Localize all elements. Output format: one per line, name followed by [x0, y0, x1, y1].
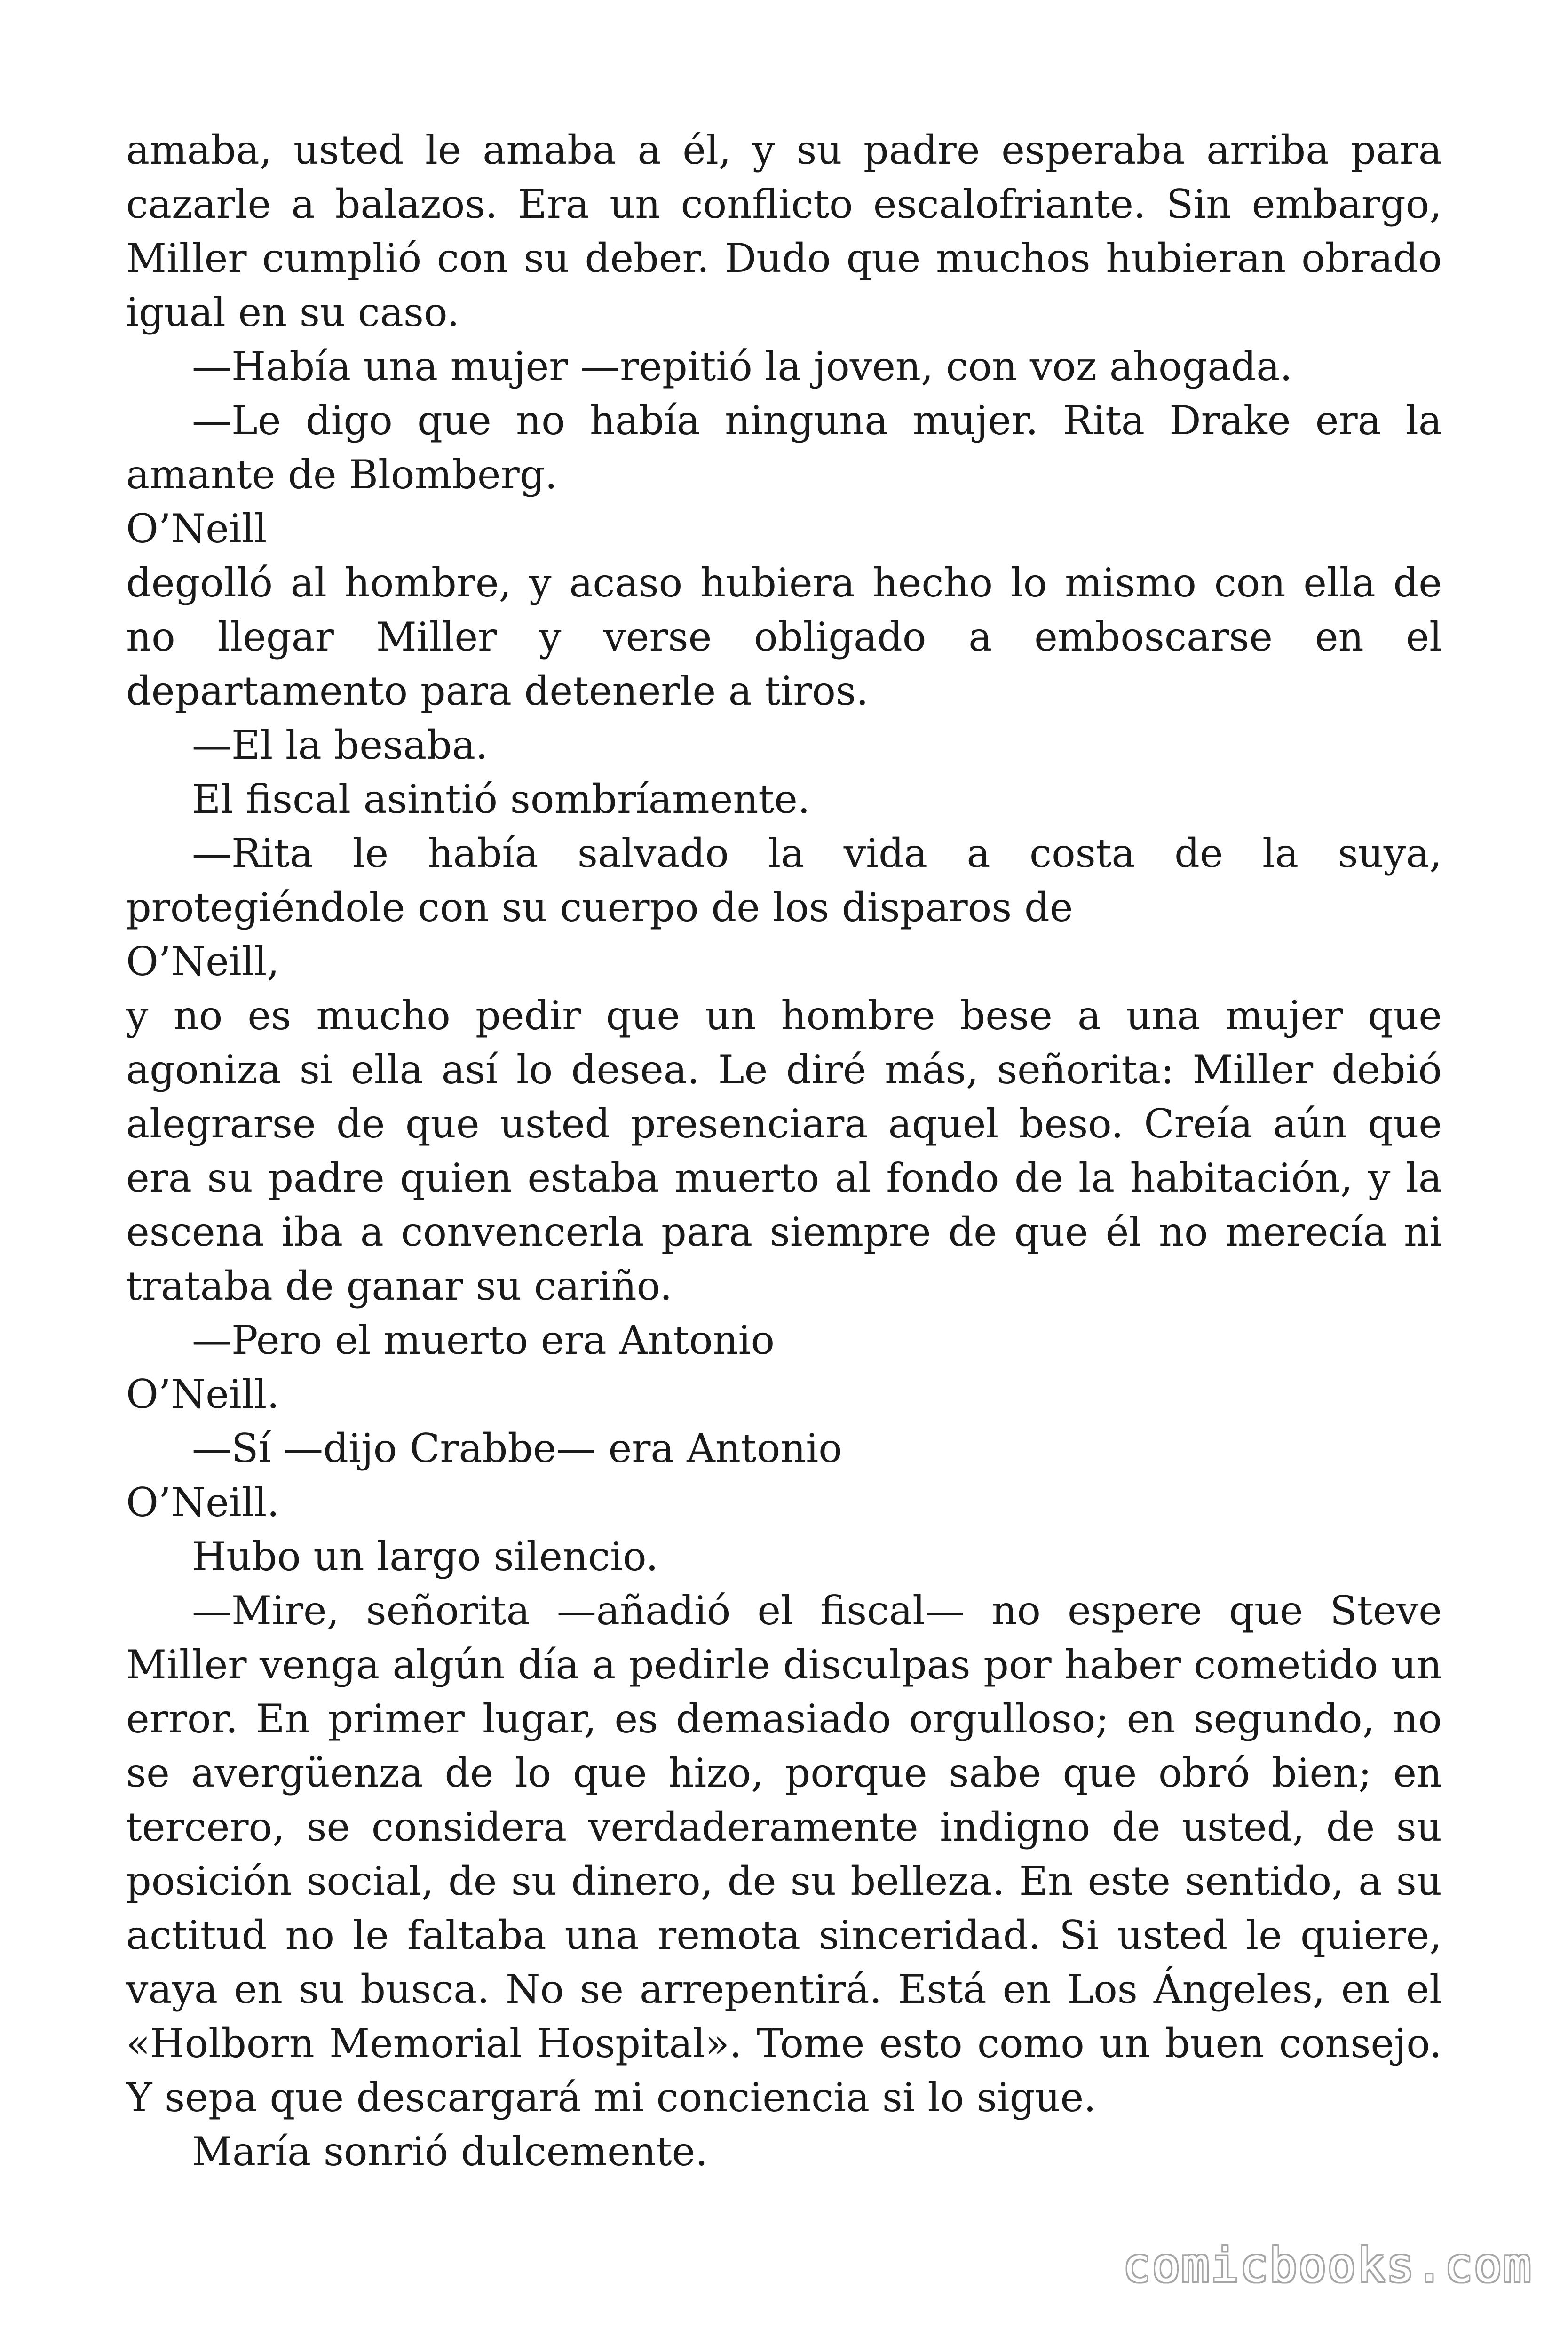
paragraph: —Pero el muerto era Antonio [192, 1317, 775, 1363]
paragraph: O’Neill. [126, 1371, 280, 1417]
paragraph: María sonrió dulcemente. [192, 2129, 708, 2175]
paragraph: —Rita le había salvado la vida a costa de la suya, protegiéndole con su cuerpo de los disparos de [126, 830, 1442, 930]
paragraph: Hubo un largo silencio. [192, 1534, 658, 1580]
paragraph: El fiscal asintió sombríamente. [192, 776, 810, 822]
paragraph: y no es mucho pedir que un hombre bese a una mujer que agoniza si ella así lo desea. Le diré más, señorita: Miller debió alegrarse de que usted presenciara aquel beso. Creía aún que era su padre quien estaba muerto al fondo de la habitación, y la escena iba a convencerla para siempre de que él no merecía ni trataba de ganar su cariño. [126, 993, 1442, 1309]
watermark: comicbooks.com [1123, 2238, 1532, 2293]
paragraph: O’Neill, [126, 938, 280, 985]
paragraph: —Mire, señorita —añadió el fiscal— no espere que Steve Miller venga algún día a pedirle disculpas por haber cometido un error. En primer lugar, es demasiado orgulloso; en segundo, no se avergüenza de lo que hizo, porque sabe que obró bien; en tercero, se considera verdaderamente indigno de usted, de su posición social, de su dinero, de su belleza. En este sentido, a su actitud no le faltaba una remota sinceridad. Si usted le quiere, vaya en su busca. No se arrepentirá. Está en Los Ángeles, en el «Holborn Memorial Hospital». Tome esto como un buen consejo. Y sepa que descargará mi conciencia si lo sigue. [126, 1588, 1442, 2121]
paragraph: O’Neill [126, 506, 267, 552]
paragraph: —El la besaba. [192, 722, 488, 768]
paragraph: —Había una mujer —repitió la joven, con voz ahogada. [192, 343, 1292, 389]
paragraph: O’Neill. [126, 1479, 280, 1526]
paragraph: —Le digo que no había ninguna mujer. Rita Drake era la amante de Blomberg. [126, 397, 1442, 498]
paragraph: —Sí —dijo Crabbe— era Antonio [192, 1425, 842, 1471]
paragraph: degolló al hombre, y acaso hubiera hecho lo mismo con ella de no llegar Miller y verse obligado a emboscarse en el departamento para detenerle a tiros. [126, 560, 1442, 714]
body-text [126, 123, 1442, 2179]
paragraph: amaba, usted le amaba a él, y su padre esperaba arriba para cazarle a balazos. Era un conflicto escalofriante. Sin embargo, Miller cumplió con su deber. Dudo que muchos hubieran obrado igual en su caso. [126, 127, 1442, 335]
